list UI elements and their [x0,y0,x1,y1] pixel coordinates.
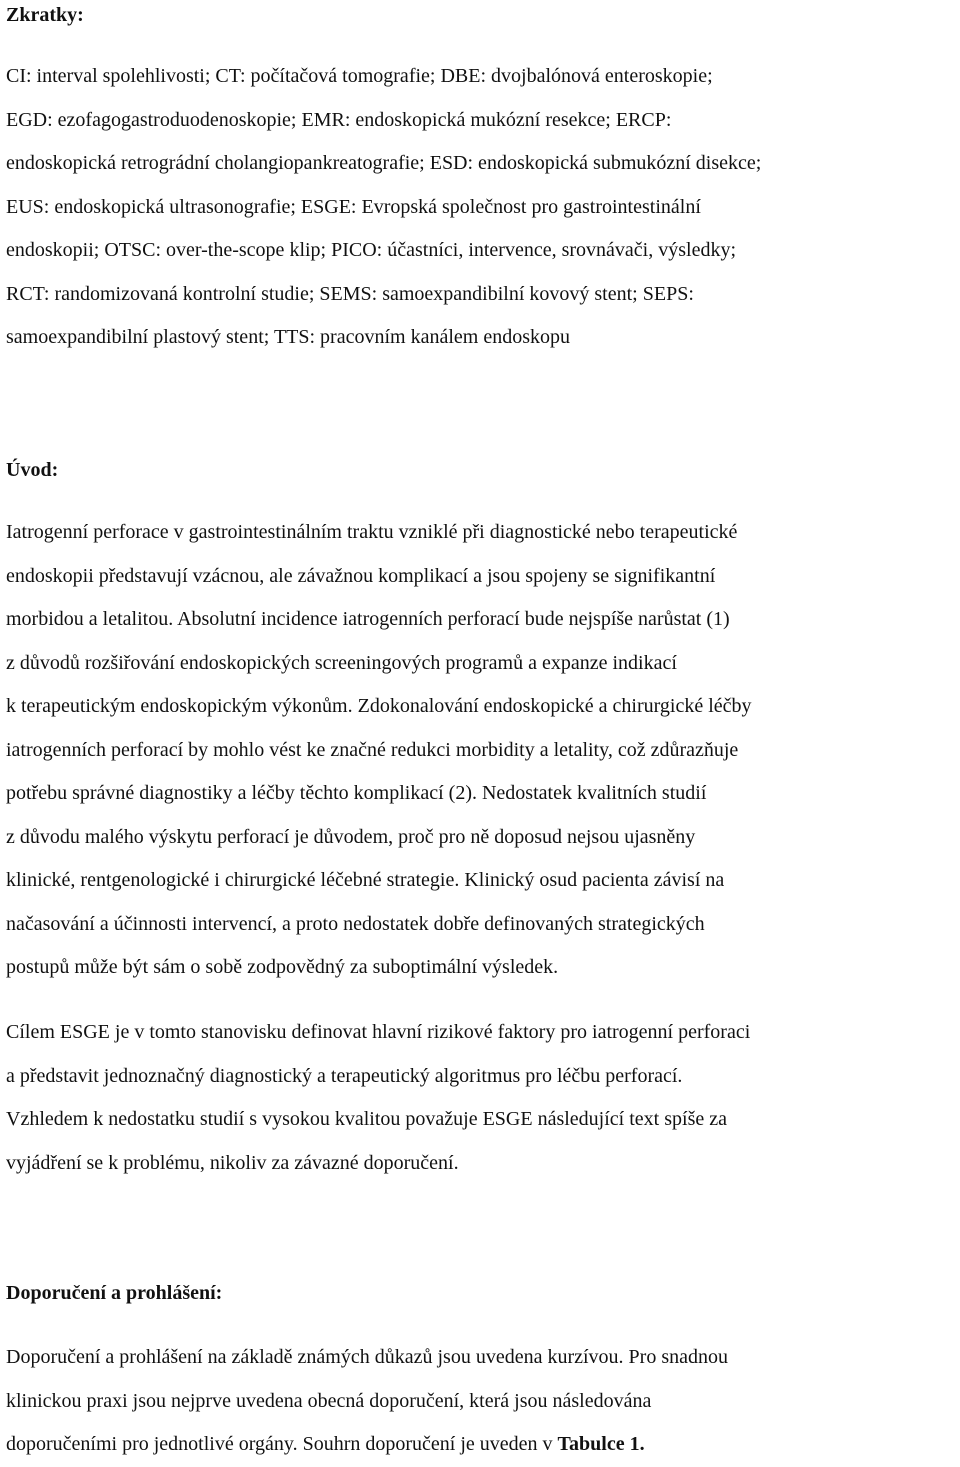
recommendations-heading: Doporučení a prohlášení: [6,1282,223,1304]
introduction-paragraph-2 [6,1011,750,1185]
text-line: a představit jednoznačný diagnostický a terapeutický algoritmus pro léčbu perforací. [6,1064,683,1087]
text-line: samoexpandibilní plastový stent; TTS: pracovním kanálem endoskopu [6,326,570,348]
introduction-heading: Úvod: [6,459,59,481]
text-line: načasování a účinnosti intervencí, a proto nedostatek dobře definovaných strategických [6,912,705,935]
text-line: endoskopii; OTSC: over-the-scope klip; PICO: účastníci, intervence, srovnávači, výsledky; [6,239,736,261]
text-line: Doporučení a prohlášení na základě známých důkazů jsou uvedena kurzívou. Pro snadnou [6,1346,728,1368]
text-line: z důvodů rozšiřování endoskopických screeningových programů a expanze indikací [6,651,677,674]
text-line: Vzhledem k nedostatku studií s vysokou kvalitou považuje ESGE následující text spíše za [6,1108,727,1130]
abbreviations-paragraph [6,55,761,360]
text-line: vyjádření se k problému, nikoliv za závazné doporučení. [6,1151,459,1174]
text-line: z důvodu malého výskytu perforací je důvodem, proč pro ně doposud nejsou ujasněny [6,825,696,848]
text-line: k terapeutickým endoskopickým výkonům. Zdokonalování endoskopické a chirurgické léčby [6,695,752,717]
text-line: morbidou a letalitou. Absolutní incidence iatrogenních perforací bude nejspíše narůstat (1) [6,608,730,630]
text-line: CI: interval spolehlivosti; CT: počítačová tomografie; DBE: dvojbalónová enteroskopie; [6,65,713,87]
text-line: RCT: randomizovaná kontrolní studie; SEMS: samoexpandibilní kovový stent; SEPS: [6,282,694,305]
text-line: EGD: ezofagogastroduodenoskopie; EMR: endoskopická mukózní resekce; ERCP: [6,108,672,131]
text-line: endoskopická retrográdní cholangiopankreatografie; ESD: endoskopická submukózní disekce; [6,152,762,174]
text-line [6,1423,728,1467]
text-line: klinické, rentgenologické i chirurgické léčebné strategie. Klinický osud pacienta závisí na [6,869,725,891]
text-line: iatrogenních perforací by mohlo vést ke značné redukci morbidity a letality, což zdůrazňuje [6,738,739,761]
text-line: klinickou praxi jsou nejprve uvedena obecná doporučení, která jsou následována [6,1389,652,1412]
text-line: Cílem ESGE je v tomto stanovisku definovat hlavní rizikové faktory pro iatrogenní perforaci [6,1021,751,1043]
text-line: endoskopii představují vzácnou, ale závažnou komplikací a jsou spojeny se signifikantní [6,564,716,587]
introduction-paragraph-1 [6,511,752,990]
text-line-prefix: doporučeními pro jednotlivé orgány. Souhrn doporučení je uveden v [6,1433,558,1455]
text-line: Iatrogenní perforace v gastrointestinálním traktu vzniklé při diagnostické nebo terapeutické [6,521,738,543]
table-reference: Tabulce 1. [557,1433,645,1455]
text-line: postupů může být sám o sobě zodpovědný za suboptimální výsledek. [6,956,559,978]
text-line: potřebu správné diagnostiky a léčby těchto komplikací (2). Nedostatek kvalitních studií [6,782,707,804]
recommendations-paragraph [6,1336,728,1467]
text-line: EUS: endoskopická ultrasonografie; ESGE: Evropská společnost pro gastrointestinální [6,195,701,218]
abbreviations-heading: Zkratky: [6,4,84,26]
